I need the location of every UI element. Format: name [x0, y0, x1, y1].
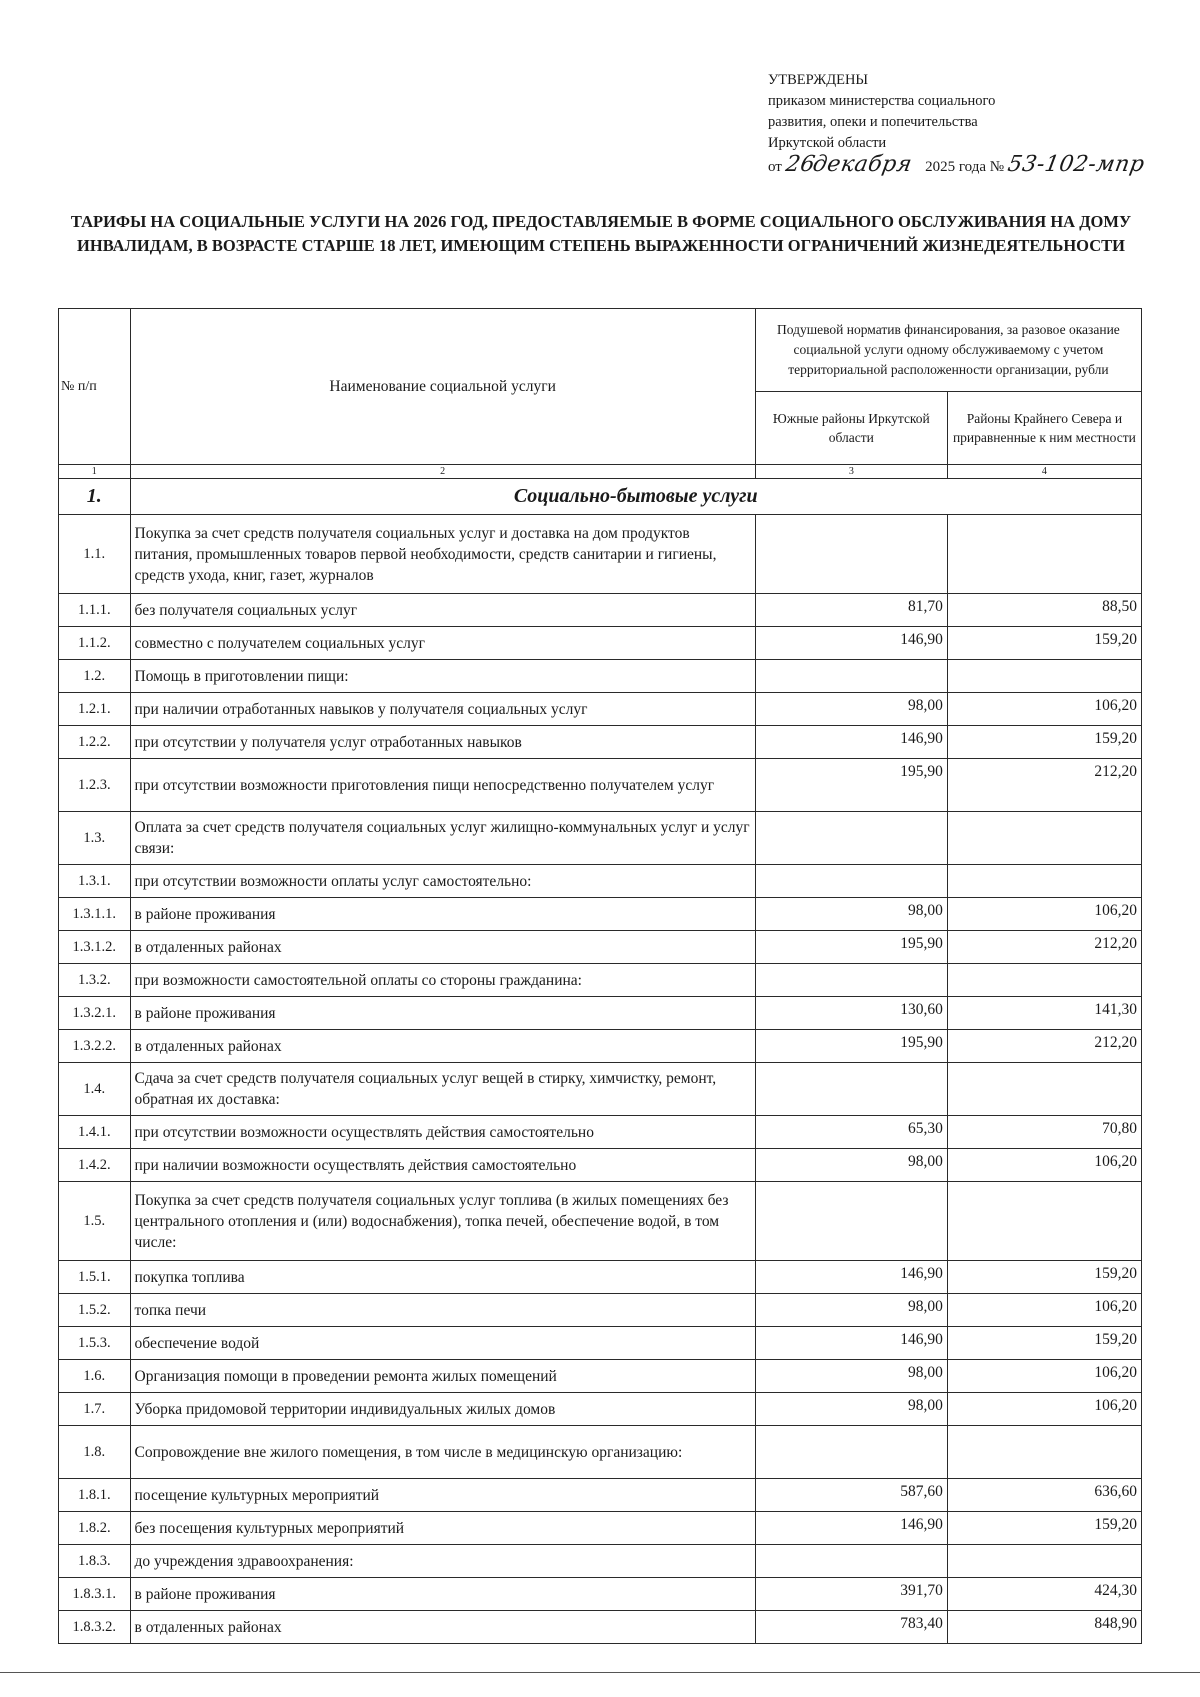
table-row [59, 1426, 1142, 1479]
row-number: 1.1.2. [59, 627, 131, 660]
row-south-value: 146,90 [755, 1512, 947, 1545]
approval-line: развития, опеки и попечительства [768, 114, 978, 130]
table-row [59, 1393, 1142, 1426]
row-north-value [947, 1426, 1141, 1479]
row-south-value: 98,00 [755, 898, 947, 931]
row-service-name: при отсутствии возможности приготовления пищи непосредственно получателем услуг [130, 759, 755, 812]
row-service-name: при отсутствии возможности оплаты услуг самостоятельно: [130, 865, 755, 898]
row-south-value: 130,60 [755, 997, 947, 1030]
row-north-value [947, 865, 1141, 898]
section-row [59, 479, 1142, 515]
table-row [59, 627, 1142, 660]
row-service-name: без посещения культурных мероприятий [130, 1512, 755, 1545]
table-row [59, 1545, 1142, 1578]
row-number: 1.3.1.1. [59, 898, 131, 931]
row-south-value: 391,70 [755, 1578, 947, 1611]
row-north-value [947, 812, 1141, 865]
row-north-value: 106,20 [947, 1149, 1141, 1182]
row-number: 1.2.3. [59, 759, 131, 812]
row-north-value [947, 1182, 1141, 1261]
row-service-name: при возможности самостоятельной оплаты со стороны гражданина: [130, 964, 755, 997]
row-north-value: 636,60 [947, 1479, 1141, 1512]
row-north-value: 424,30 [947, 1578, 1141, 1611]
row-number: 1.8.3. [59, 1545, 131, 1578]
row-number: 1.8.1. [59, 1479, 131, 1512]
approval-heading: УТВЕРЖДЕНЫ [768, 72, 869, 88]
approval-date-line [768, 154, 1188, 178]
row-south-value [755, 515, 947, 594]
table-row [59, 812, 1142, 865]
row-number: 1.3. [59, 812, 131, 865]
row-service-name: в отдаленных районах [130, 1030, 755, 1063]
handwritten-day: 26 [783, 152, 817, 177]
row-service-name: в отдаленных районах [130, 1611, 755, 1644]
approval-line: приказом министерства социального [768, 93, 996, 109]
row-north-value: 159,20 [947, 627, 1141, 660]
row-south-value: 195,90 [755, 759, 947, 812]
approval-line: Иркутской области [768, 135, 887, 151]
table-row [59, 997, 1142, 1030]
row-north-value: 159,20 [947, 1512, 1141, 1545]
row-number: 1.2.1. [59, 693, 131, 726]
row-number: 1.3.2. [59, 964, 131, 997]
row-south-value [755, 1063, 947, 1116]
document-title: ТАРИФЫ НА СОЦИАЛЬНЫЕ УСЛУГИ НА 2026 ГОД, ПРЕДОСТАВЛЯЕМЫЕ В ФОРМЕ СОЦИАЛЬНОГО ОБСЛУЖИВАНИЯ НА ДОМУ ИНВАЛИДАМ, В ВОЗРАСТЕ СТАРШЕ 18 ЛЕТ, ИМЕЮЩИМ СТЕПЕНЬ ВЫРАЖЕННОСТИ ОГРАНИЧЕНИЙ ЖИЗНЕДЕЯТЕЛЬНОСТИ [70, 212, 1132, 255]
table-row [59, 1360, 1142, 1393]
row-north-value: 212,20 [947, 1030, 1141, 1063]
row-service-name: Оплата за счет средств получателя социальных услуг жилищно-коммунальных услуг и услуг связи: [130, 812, 755, 865]
row-south-value: 587,60 [755, 1479, 947, 1512]
row-service-name: Помощь в приготовлении пищи: [130, 660, 755, 693]
header-col-number: 4 [947, 465, 1141, 479]
row-number: 1.3.1. [59, 865, 131, 898]
row-south-value: 65,30 [755, 1116, 947, 1149]
table-row [59, 693, 1142, 726]
row-north-value: 106,20 [947, 1360, 1141, 1393]
row-number: 1.6. [59, 1360, 131, 1393]
header-service-name: Наименование социальной услуги [130, 309, 755, 465]
row-north-value: 159,20 [947, 1327, 1141, 1360]
row-north-value: 70,80 [947, 1116, 1141, 1149]
row-number: 1.2.2. [59, 726, 131, 759]
table-row [59, 1611, 1142, 1644]
table-row [59, 1149, 1142, 1182]
row-number: 1.8.2. [59, 1512, 131, 1545]
row-service-name: в районе проживания [130, 898, 755, 931]
row-number: 1.8.3.1. [59, 1578, 131, 1611]
row-number: 1.2. [59, 660, 131, 693]
section-number: 1. [59, 479, 131, 515]
table-row [59, 1182, 1142, 1261]
table-row [59, 1578, 1142, 1611]
tariff-table [58, 308, 1142, 1644]
row-service-name: Сдача за счет средств получателя социальных услуг вещей в стирку, химчистку, ремонт, обратная их доставка: [130, 1063, 755, 1116]
row-south-value [755, 964, 947, 997]
row-number: 1.3.1.2. [59, 931, 131, 964]
date-year-text: 2025 года № [925, 159, 1005, 175]
row-north-value [947, 1063, 1141, 1116]
table-row [59, 1294, 1142, 1327]
approval-block [768, 70, 1188, 178]
row-south-value [755, 812, 947, 865]
row-south-value [755, 1426, 947, 1479]
row-north-value: 88,50 [947, 594, 1141, 627]
date-prefix: от [768, 159, 782, 175]
row-service-name: в отдаленных районах [130, 931, 755, 964]
row-service-name: без получателя социальных услуг [130, 594, 755, 627]
row-south-value: 146,90 [755, 627, 947, 660]
row-south-value: 146,90 [755, 1261, 947, 1294]
row-service-name: до учреждения здравоохранения: [130, 1545, 755, 1578]
row-number: 1.5.3. [59, 1327, 131, 1360]
row-service-name: Покупка за счет средств получателя социальных услуг и доставка на дом продуктов питания, промышленных товаров первой необходимости, средств санитарии и гигиены, средств ухода, книг, газет, журналов [130, 515, 755, 594]
row-north-value: 106,20 [947, 1294, 1141, 1327]
row-north-value [947, 1545, 1141, 1578]
table-row [59, 1261, 1142, 1294]
row-north-value: 141,30 [947, 997, 1141, 1030]
header-col-number: 2 [130, 465, 755, 479]
table-row [59, 1030, 1142, 1063]
row-south-value [755, 865, 947, 898]
header-number: № п/п [59, 309, 131, 465]
row-south-value [755, 660, 947, 693]
page-bottom-rule [0, 1672, 1200, 1673]
row-number: 1.8. [59, 1426, 131, 1479]
row-south-value: 98,00 [755, 1360, 947, 1393]
row-number: 1.1.1. [59, 594, 131, 627]
row-south-value: 195,90 [755, 1030, 947, 1063]
row-south-value: 146,90 [755, 1327, 947, 1360]
row-north-value: 212,20 [947, 759, 1141, 812]
row-service-name: Уборка придомовой территории индивидуальных жилых домов [130, 1393, 755, 1426]
table-row [59, 865, 1142, 898]
row-north-value [947, 964, 1141, 997]
row-north-value: 212,20 [947, 931, 1141, 964]
row-north-value: 159,20 [947, 726, 1141, 759]
row-service-name: посещение культурных мероприятий [130, 1479, 755, 1512]
row-south-value: 98,00 [755, 1393, 947, 1426]
table-row [59, 515, 1142, 594]
row-number: 1.4. [59, 1063, 131, 1116]
row-south-value: 98,00 [755, 693, 947, 726]
row-south-value: 195,90 [755, 931, 947, 964]
table-row [59, 759, 1142, 812]
section-title: Социально-бытовые услуги [130, 479, 1141, 515]
row-number: 1.3.2.1. [59, 997, 131, 1030]
row-north-value: 106,20 [947, 898, 1141, 931]
table-row [59, 726, 1142, 759]
row-north-value [947, 660, 1141, 693]
table-row [59, 1479, 1142, 1512]
row-service-name: Организация помощи в проведении ремонта жилых помещений [130, 1360, 755, 1393]
row-number: 1.1. [59, 515, 131, 594]
row-south-value: 98,00 [755, 1294, 947, 1327]
header-financing-norm: Подушевой норматив финансирования, за разовое оказание социальной услуги одному обслуживаемому с учетом территориальной расположенности организации, рубли [755, 309, 1141, 392]
table-row [59, 898, 1142, 931]
row-number: 1.5.2. [59, 1294, 131, 1327]
row-service-name: топка печи [130, 1294, 755, 1327]
table-row [59, 1116, 1142, 1149]
row-south-value: 783,40 [755, 1611, 947, 1644]
row-service-name: покупка топлива [130, 1261, 755, 1294]
table-row [59, 594, 1142, 627]
row-service-name: в районе проживания [130, 997, 755, 1030]
row-south-value: 81,70 [755, 594, 947, 627]
header-north-regions: Районы Крайнего Севера и приравненные к ним местности [947, 392, 1141, 465]
row-number: 1.3.2.2. [59, 1030, 131, 1063]
row-service-name: при наличии отработанных навыков у получателя социальных услуг [130, 693, 755, 726]
header-south-regions: Южные районы Иркутской области [755, 392, 947, 465]
table-row [59, 1327, 1142, 1360]
header-col-number: 1 [59, 465, 131, 479]
row-service-name: при отсутствии возможности осуществлять действия самостоятельно [130, 1116, 755, 1149]
row-service-name: Сопровождение вне жилого помещения, в том числе в медицинскую организацию: [130, 1426, 755, 1479]
row-service-name: совместно с получателем социальных услуг [130, 627, 755, 660]
row-north-value: 159,20 [947, 1261, 1141, 1294]
row-number: 1.7. [59, 1393, 131, 1426]
row-south-value: 98,00 [755, 1149, 947, 1182]
row-number: 1.4.1. [59, 1116, 131, 1149]
table-row [59, 1063, 1142, 1116]
row-service-name: обеспечение водой [130, 1327, 755, 1360]
row-north-value [947, 515, 1141, 594]
row-north-value: 848,90 [947, 1611, 1141, 1644]
row-number: 1.5. [59, 1182, 131, 1261]
row-service-name: Покупка за счет средств получателя социальных услуг топлива (в жилых помещениях без центрального отопления и (или) водоснабжения), топка печей, обеспечение водой, в том числе: [130, 1182, 755, 1261]
row-south-value [755, 1545, 947, 1578]
row-north-value: 106,20 [947, 693, 1141, 726]
row-south-value [755, 1182, 947, 1261]
row-north-value: 106,20 [947, 1393, 1141, 1426]
table-row [59, 931, 1142, 964]
table-row [59, 1512, 1142, 1545]
handwritten-month: декабря [811, 152, 915, 177]
row-number: 1.5.1. [59, 1261, 131, 1294]
row-number: 1.4.2. [59, 1149, 131, 1182]
row-number: 1.8.3.2. [59, 1611, 131, 1644]
table-row [59, 660, 1142, 693]
handwritten-order-number: 53-102-мпр [1005, 152, 1147, 177]
table-row [59, 964, 1142, 997]
header-col-number: 3 [755, 465, 947, 479]
row-service-name: в районе проживания [130, 1578, 755, 1611]
row-service-name: при наличии возможности осуществлять действия самостоятельно [130, 1149, 755, 1182]
row-service-name: при отсутствии у получателя услуг отработанных навыков [130, 726, 755, 759]
row-south-value: 146,90 [755, 726, 947, 759]
